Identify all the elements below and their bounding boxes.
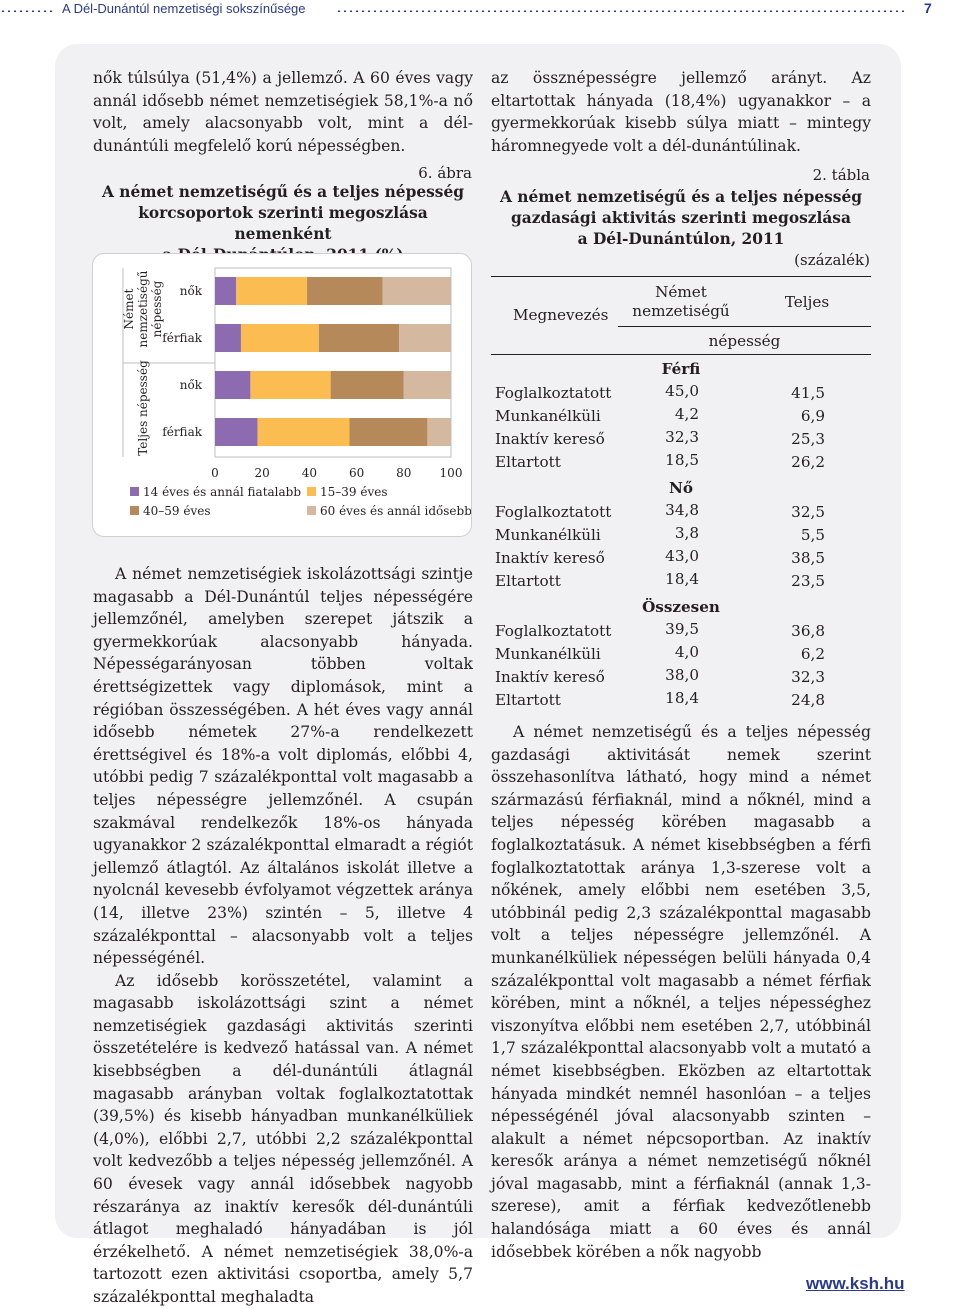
cell-german: 45,0 bbox=[665, 382, 699, 400]
cell-total: 24,8 bbox=[791, 691, 825, 709]
table-number: 2. tábla bbox=[812, 166, 870, 184]
page-number: 7 bbox=[924, 0, 932, 16]
table-title-line: gazdasági aktivitás szerinti megoszlása bbox=[511, 209, 851, 227]
cell-total: 26,2 bbox=[791, 453, 825, 471]
cell-german: 3,8 bbox=[674, 524, 699, 542]
table-rule-header bbox=[491, 354, 871, 355]
cell-total: 32,3 bbox=[791, 668, 825, 686]
bar-segment bbox=[215, 371, 250, 399]
activity-table bbox=[491, 273, 871, 713]
legend-swatch-2 bbox=[130, 506, 139, 515]
cell-german: 4,2 bbox=[674, 405, 699, 423]
col-header-german-2: nemzetiségű bbox=[632, 302, 730, 320]
bar-label: férfiak bbox=[162, 331, 202, 345]
cell-german: 4,0 bbox=[674, 643, 699, 661]
legend-label: 14 éves és annál fiatalabb bbox=[143, 485, 302, 499]
legend-label: 60 éves és annál idősebb bbox=[320, 504, 471, 518]
x-tick-label: 100 bbox=[439, 466, 463, 480]
row-label: Eltartott bbox=[495, 572, 561, 590]
row-label: Inaktív kereső bbox=[495, 430, 605, 448]
right-body-text bbox=[491, 721, 871, 1263]
row-label: Munkanélküli bbox=[495, 407, 601, 425]
figure-title-line: korcsoportok szerinti megoszlása nemenként bbox=[138, 204, 428, 243]
section-title: Összesen bbox=[642, 598, 720, 616]
table-title-line: A német nemzetiségű és a teljes népesség bbox=[499, 188, 863, 206]
bar-label: nők bbox=[179, 378, 202, 392]
col-header-name: Megnevezés bbox=[513, 306, 609, 324]
section-title: Férfi bbox=[661, 360, 701, 378]
bar-segment bbox=[241, 324, 319, 352]
table-rule-span bbox=[618, 326, 871, 327]
cell-german: 39,5 bbox=[665, 620, 699, 638]
paragraph: A német nemzetiségiek iskolázottsági szintje magasabb a Dél-Dunántúl teljes népességére jellemzőnél, amelyben szerepet játszik a gyermekkorúak alacsonyabb hányada. Népességarányosan többen voltak érettségizettek vagy diplomások, mint a régióban összességében. A hét éves vagy annál idősebb németek 27%-a rendelkezett érettségivel és 18%-a volt diplomás, előbbi 4, utóbbi pedig 7 százalékponttal volt magasabb a teljes népességre jellemzőnél. A csupán szakmával rendelkezők 18%-os hányada ugyanakkor 2 százalékponttal elmaradt a régiót jellemző átlagtól. Az általános iskolát illetve a nyolcnál kevesebb évfolyamot végzettek aránya (14, illetve 23%) szintén – 5, illetve 4 százalékponttal – alacsonyabb volt a teljes népességénél. bbox=[93, 565, 473, 968]
header-dots-left bbox=[0, 10, 56, 12]
left-top-paragraph: nők túlsúlya (51,4%) a jellemző. A 60 éves vagy annál idősebb német nemzetiségiek 58,1%-a nő volt, amely alacsonyabb volt, mint a dél-dunántúli megfelelő korú népességben. bbox=[93, 69, 473, 155]
table-unit: (százalék) bbox=[794, 251, 870, 269]
legend-label: 40–59 éves bbox=[143, 504, 211, 518]
x-tick-label: 0 bbox=[211, 466, 219, 480]
group-label-line: Német bbox=[122, 288, 136, 330]
legend-swatch-3 bbox=[307, 506, 316, 515]
cell-german: 32,3 bbox=[665, 428, 699, 446]
figure-number: 6. ábra bbox=[418, 164, 472, 182]
bar-segment bbox=[215, 277, 236, 305]
stacked-bar-chart bbox=[93, 254, 471, 536]
row-label: Foglalkoztatott bbox=[495, 503, 612, 521]
cell-total: 25,3 bbox=[791, 430, 825, 448]
bar-segment bbox=[404, 371, 451, 399]
cell-german: 18,5 bbox=[665, 451, 699, 469]
bar-segment bbox=[236, 277, 307, 305]
row-label: Eltartott bbox=[495, 691, 561, 709]
chart-frame bbox=[92, 253, 472, 537]
bar-segment bbox=[350, 418, 428, 446]
bar-segment bbox=[331, 371, 404, 399]
bar-segment bbox=[307, 277, 383, 305]
running-title: A Dél-Dunántúl nemzetiségi sokszínűsége bbox=[62, 1, 306, 16]
cell-german: 43,0 bbox=[665, 547, 699, 565]
legend-label: 15–39 éves bbox=[320, 485, 388, 499]
cell-total: 6,9 bbox=[800, 407, 825, 425]
group-label-line: nemzetiségű bbox=[136, 270, 150, 348]
bar-segment bbox=[399, 324, 451, 352]
section-title: Nő bbox=[668, 479, 693, 497]
footer-link[interactable]: www.ksh.hu bbox=[806, 1274, 905, 1293]
page-header bbox=[0, 0, 960, 22]
row-label: Foglalkoztatott bbox=[495, 622, 612, 640]
header-dots-right bbox=[336, 10, 906, 12]
cell-total: 23,5 bbox=[791, 572, 825, 590]
x-tick-label: 60 bbox=[348, 466, 365, 480]
col-header-total: Teljes bbox=[784, 293, 830, 311]
row-label: Eltartott bbox=[495, 453, 561, 471]
cell-total: 32,5 bbox=[791, 503, 825, 521]
table-rule-top bbox=[491, 276, 871, 277]
cell-german: 34,8 bbox=[665, 501, 699, 519]
bar-segment bbox=[215, 418, 257, 446]
cell-total: 5,5 bbox=[800, 526, 825, 544]
legend-swatch-1 bbox=[307, 487, 316, 496]
col-header-german-1: Német bbox=[655, 283, 707, 301]
bar-segment bbox=[257, 418, 349, 446]
bar-segment bbox=[319, 324, 399, 352]
figure-title-line: A német nemzetiségű és a teljes népesség bbox=[101, 183, 465, 201]
row-label: Munkanélküli bbox=[495, 645, 601, 663]
cell-total: 38,5 bbox=[791, 549, 825, 567]
bar-segment bbox=[383, 277, 451, 305]
cell-total: 36,8 bbox=[791, 622, 825, 640]
cell-german: 18,4 bbox=[665, 689, 699, 707]
cell-total: 41,5 bbox=[791, 384, 825, 402]
row-label: Inaktív kereső bbox=[495, 668, 605, 686]
bar-segment bbox=[215, 324, 241, 352]
row-label: Inaktív kereső bbox=[495, 549, 605, 567]
table-title bbox=[491, 187, 871, 250]
bar-label: nők bbox=[179, 284, 202, 298]
col-header-span: népesség bbox=[708, 332, 781, 350]
left-body-text bbox=[93, 563, 473, 1309]
table-title-line: a Dél-Dunántúlon, 2011 bbox=[577, 230, 785, 248]
paragraph: A német nemzetiségű és a teljes népesség gazdasági aktivitását nemek szerint összehasonlítva látható, hogy mind a német származású férfiaknál, mind a nőknél, mind a teljes népesség körében magasabb a foglalkoztatásuk. A német kisebbségben a férfi foglalkoztatottak aránya 1,3-szerese volt a nőkének, amely előbbi nem esetében 3,5, utóbbinál pedig 2,3 százalékponttal magasabb volt a teljes népességre jellemzőnél. A munkanélküliek népességen belüli hányada 0,4 százalékponttal volt magasabb a német férfiak körében, mint a nőknél, a teljes népességhez viszonyítva előbbi nem esetében 2,7, utóbbinál 1,7 százalékponttal alacsonyabb volt a mutató a német kisebbségben. Eközben az eltartottak hányada mindkét nemnél hasonlóan – a teljes népességénél jóval alacsonyabb szinten – alakult a német népcsoportban. Az inaktív keresők aránya a német nemzetiségű nőknél jóval magasabb, mint a férfiaknál (annak 1,3-szerese), amit a férfiak kedvezőtlenebb halandósága miatt a 60 éves és annál idősebbek körében a nők nagyobb bbox=[491, 723, 871, 1261]
bar-segment bbox=[427, 418, 451, 446]
paragraph: Az idősebb korösszetétel, valamint a magasabb iskolázottsági szint a német nemzetiségiek gazdasági aktivitás szerinti összetételére is kedvező hatással van. A német kisebbségben a dél-dunántúli átlagnál magasabb arányban voltak foglalkoztatottak (39,5%) és kisebb hányadban munkanélküliek (4,0%), előbbi 2,7, utóbbi 2,2 százalékponttal volt kedvezőbb a teljes népesség jellemzőnél. A 60 évesek vagy annál idősebbek nagyobb részaránya az inaktív keresők dél-dunántúli átlagot meghaladó hányadában is jól érzékelhető. A német nemzetiségiek 38,0%-a tartozott ezen aktivitási csoportba, amely 5,7 százalékponttal meghaladta bbox=[93, 971, 473, 1306]
cell-german: 18,4 bbox=[665, 570, 699, 588]
group-label: Teljes népesség bbox=[136, 360, 150, 456]
right-top-paragraph: az össznépességre jellemző arányt. Az eltartottak hányada (18,4%) ugyanakkor – a gyermekkorúak kisebb súlya miatt – mintegy háromnegyede volt a dél-dunántúlinak. bbox=[491, 69, 871, 155]
cell-total: 6,2 bbox=[800, 645, 825, 663]
row-label: Munkanélküli bbox=[495, 526, 601, 544]
x-tick-label: 80 bbox=[396, 466, 412, 480]
bar-label: férfiak bbox=[162, 425, 202, 439]
bar-segment bbox=[250, 371, 330, 399]
cell-german: 38,0 bbox=[665, 666, 699, 684]
group-label-line: népesség bbox=[150, 280, 164, 338]
x-tick-label: 40 bbox=[301, 466, 318, 480]
row-label: Foglalkoztatott bbox=[495, 384, 612, 402]
x-tick-label: 20 bbox=[254, 466, 270, 480]
legend-swatch-0 bbox=[130, 487, 139, 496]
